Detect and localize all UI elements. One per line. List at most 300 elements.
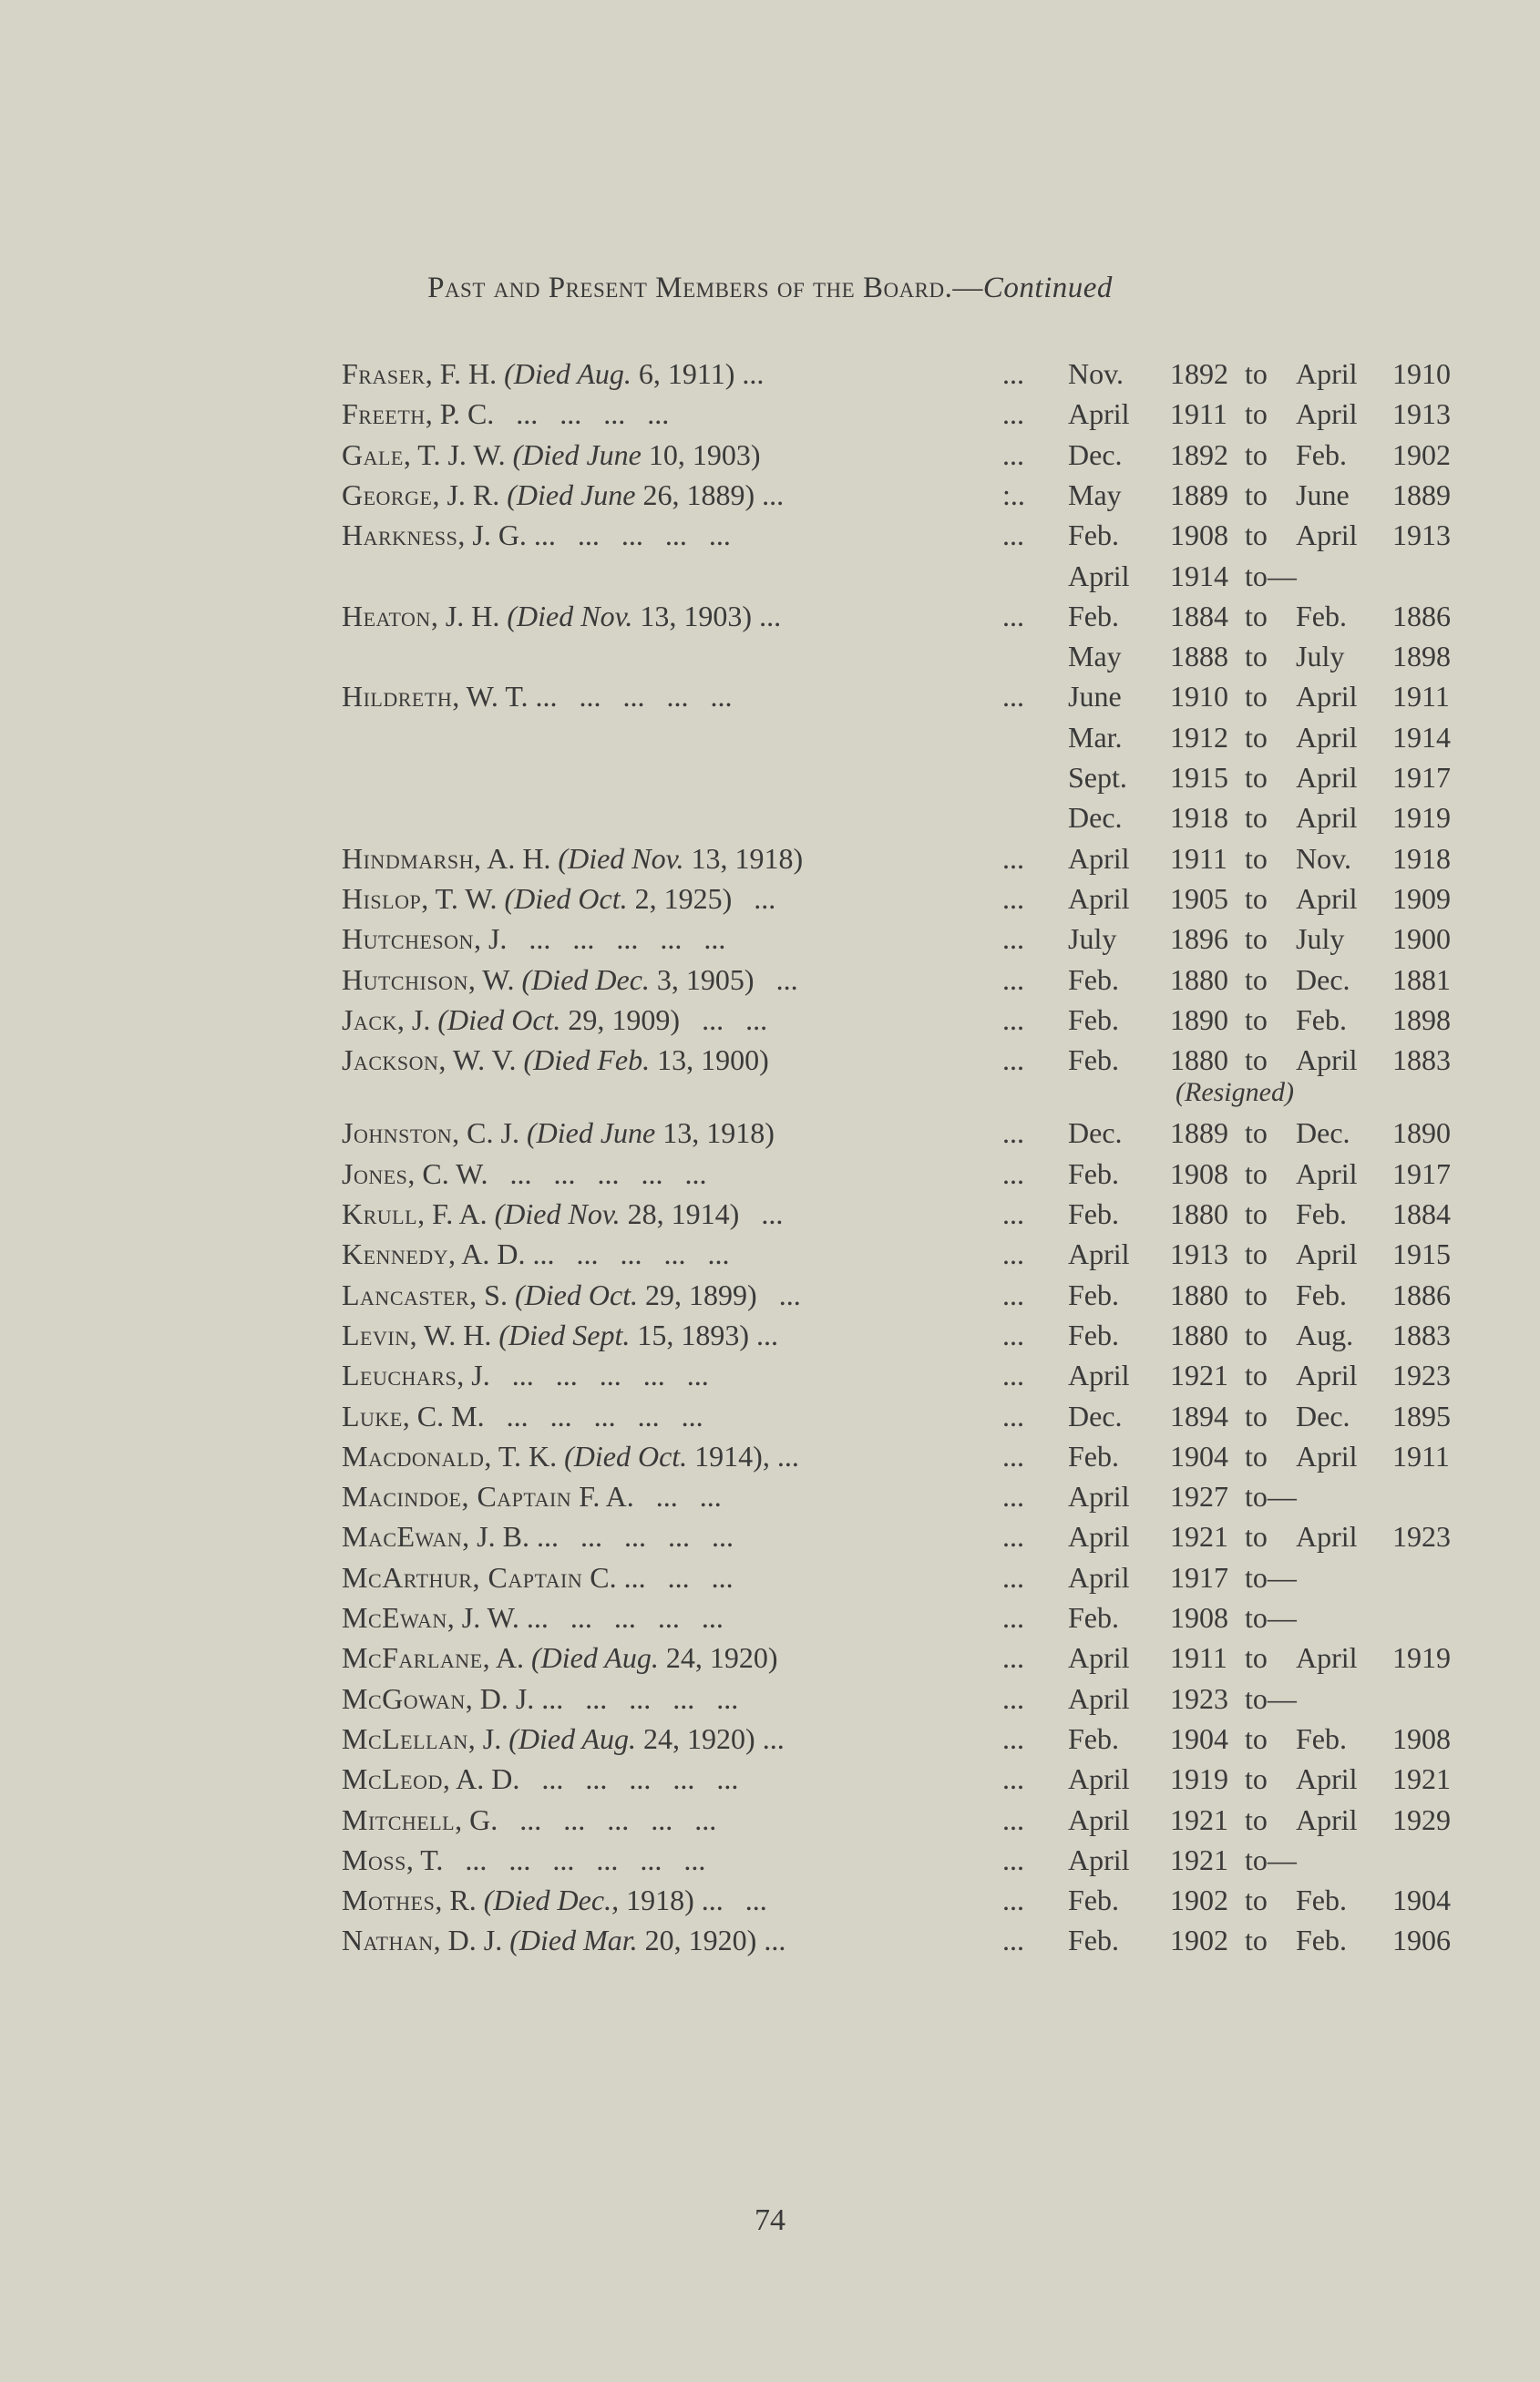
to-word: to: [1245, 518, 1268, 552]
member-name: [342, 1194, 783, 1234]
member-row: [0, 1557, 1540, 1597]
start-month: May: [1068, 477, 1122, 511]
dot-leader-end: ...: [1002, 599, 1024, 632]
member-name: [342, 1557, 734, 1597]
start-month: April: [1068, 559, 1130, 592]
end-year: 1923: [1392, 1359, 1451, 1392]
end-month: April: [1296, 1520, 1358, 1554]
dot-leader: ...: [732, 881, 776, 915]
to-word: to: [1245, 1359, 1268, 1392]
end-month: April: [1296, 720, 1358, 754]
member-surname: Hildreth: [342, 680, 453, 714]
to-word: to—: [1245, 559, 1297, 592]
member-died-note: (Died Nov. 13, 1918): [558, 841, 804, 875]
start-month: May: [1068, 640, 1122, 673]
to-word: to: [1245, 1802, 1268, 1836]
to-word: to: [1245, 720, 1268, 754]
start-year: 1912: [1170, 720, 1228, 754]
dot-leader: ... ... ... ... ... ...: [443, 1843, 706, 1876]
dot-leader: ...: [756, 1278, 801, 1311]
member-initials: , R.: [435, 1884, 484, 1917]
member-row: [0, 1194, 1540, 1234]
member-surname: Macindoe, Captain: [342, 1480, 572, 1514]
member-name: [342, 596, 781, 636]
end-year: 1889: [1392, 477, 1451, 511]
member-initials: , W. H.: [409, 1318, 499, 1351]
end-year: 1906: [1392, 1924, 1451, 1957]
end-year: 1923: [1392, 1520, 1451, 1554]
member-initials: , J. W.: [447, 1601, 519, 1634]
end-month: April: [1296, 397, 1358, 431]
end-month: Nov.: [1296, 841, 1352, 875]
end-year: 1908: [1392, 1721, 1451, 1755]
to-word: to—: [1245, 1480, 1297, 1514]
to-word: to: [1245, 1116, 1268, 1150]
dot-leader-end: ...: [1002, 1884, 1024, 1917]
member-died-note: (Died Aug. 24, 1920): [530, 1641, 778, 1675]
to-word: to: [1245, 1278, 1268, 1311]
end-year: 1890: [1392, 1116, 1451, 1150]
member-name: [342, 1759, 738, 1799]
member-name: [342, 1436, 799, 1476]
end-year: 1898: [1392, 640, 1451, 673]
member-row: [0, 394, 1540, 434]
member-row: [0, 1516, 1540, 1556]
member-surname: Leuchars: [342, 1359, 457, 1392]
member-surname: Krull: [342, 1197, 418, 1230]
member-row: [0, 878, 1540, 919]
end-year: 1911: [1392, 680, 1450, 714]
start-month: June: [1068, 680, 1122, 714]
dot-leader-end: ...: [1002, 1480, 1024, 1514]
member-surname: McLellan: [342, 1721, 468, 1755]
member-row: [0, 1000, 1540, 1040]
start-month: April: [1068, 397, 1130, 431]
member-row: [0, 838, 1540, 878]
start-year: 1910: [1170, 680, 1228, 714]
member-surname: McArthur, Captain: [342, 1560, 583, 1594]
to-word: to: [1245, 1924, 1268, 1957]
member-died-note: (Died Nov. 13, 1903): [507, 599, 753, 632]
dot-leader-end: :..: [1002, 477, 1025, 511]
to-word: to: [1245, 477, 1268, 511]
end-month: Feb.: [1296, 1002, 1347, 1036]
to-word: to: [1245, 640, 1268, 673]
member-row: [0, 757, 1540, 797]
start-month: April: [1068, 841, 1130, 875]
to-word: to: [1245, 881, 1268, 915]
dot-leader: ... ... ... ... ...: [507, 922, 726, 956]
start-month: April: [1068, 1762, 1130, 1796]
start-month: Feb.: [1068, 1884, 1119, 1917]
start-year: 1908: [1170, 1601, 1228, 1634]
end-year: 1919: [1392, 1641, 1451, 1675]
member-surname: Fraser: [342, 357, 426, 390]
member-surname: Hutcheson: [342, 922, 474, 956]
member-surname: George: [342, 477, 433, 511]
member-row: [0, 556, 1540, 596]
dot-leader: ...: [769, 1439, 799, 1473]
member-row: [0, 1840, 1540, 1880]
member-name: [342, 435, 761, 475]
end-month: April: [1296, 1802, 1358, 1836]
start-year: 1919: [1170, 1762, 1228, 1796]
member-initials: , J. R.: [432, 477, 508, 511]
member-surname: Moss: [342, 1843, 406, 1876]
member-row: [0, 1679, 1540, 1719]
heading-continued: Continued: [982, 272, 1113, 304]
resigned-note: (Resigned): [1176, 1077, 1294, 1108]
start-month: Dec.: [1068, 801, 1123, 835]
end-month: Aug.: [1296, 1318, 1354, 1351]
dot-leader-end: ...: [1002, 1641, 1024, 1675]
member-surname: McLeod: [342, 1762, 443, 1796]
start-month: Feb.: [1068, 1601, 1119, 1634]
end-year: 1915: [1392, 1237, 1451, 1271]
dot-leader-end: ...: [1002, 1197, 1024, 1230]
page-heading: [0, 272, 1540, 305]
member-initials: , D. J.: [433, 1924, 510, 1957]
dot-leader: ... ... ... ... ...: [488, 1156, 707, 1190]
start-year: 1880: [1170, 1043, 1228, 1077]
dot-leader-end: ...: [1002, 1924, 1024, 1957]
member-name: [342, 1476, 722, 1516]
dot-leader-end: ...: [1002, 397, 1024, 431]
to-word: to: [1245, 1439, 1268, 1473]
member-surname: Heaton: [342, 599, 431, 632]
member-row: [0, 1920, 1540, 1960]
dot-leader-end: ...: [1002, 881, 1024, 915]
start-year: 1918: [1170, 801, 1228, 835]
member-row: [0, 515, 1540, 555]
start-month: April: [1068, 1681, 1130, 1715]
member-name: [342, 1234, 730, 1274]
member-row: [0, 596, 1540, 636]
start-month: April: [1068, 1641, 1130, 1675]
end-year: 1914: [1392, 720, 1451, 754]
member-row: [0, 1154, 1540, 1194]
member-name: [342, 1154, 706, 1194]
start-year: 1894: [1170, 1399, 1228, 1432]
end-month: April: [1296, 1762, 1358, 1796]
to-word: to: [1245, 761, 1268, 794]
end-month: April: [1296, 680, 1358, 714]
member-died-note: (Died Feb. 13, 1900): [523, 1043, 769, 1077]
dot-leader: ... ...: [693, 1884, 767, 1917]
start-year: 1921: [1170, 1520, 1228, 1554]
start-year: 1915: [1170, 761, 1228, 794]
start-month: April: [1068, 1560, 1130, 1594]
member-row: [0, 636, 1540, 676]
member-row: [0, 1800, 1540, 1840]
dot-leader: ... ... ... ... ...: [529, 1520, 734, 1554]
member-surname: Jackson: [342, 1043, 439, 1077]
to-word: to: [1245, 1762, 1268, 1796]
dot-leader-end: ...: [1002, 1116, 1024, 1150]
start-month: Dec.: [1068, 1116, 1123, 1150]
end-month: Feb.: [1296, 1278, 1347, 1311]
member-died-note: (Died Aug. 24, 1920): [508, 1721, 755, 1755]
to-word: to: [1245, 357, 1268, 390]
member-initials: , J. H.: [430, 599, 508, 632]
dot-leader: ... ... ... ... ...: [498, 1802, 717, 1836]
member-name: [342, 838, 803, 878]
member-row: [0, 1275, 1540, 1315]
member-name: [342, 919, 725, 959]
start-year: 1911: [1170, 1641, 1227, 1675]
start-month: Feb.: [1068, 1924, 1119, 1957]
to-word: to—: [1245, 1560, 1297, 1594]
dot-leader: ...: [734, 357, 765, 390]
start-year: 1921: [1170, 1802, 1228, 1836]
to-word: to: [1245, 922, 1268, 956]
member-surname: Hindmarsh: [342, 841, 474, 875]
to-word: to: [1245, 1520, 1268, 1554]
to-word: to: [1245, 1399, 1268, 1432]
member-surname: McEwan: [342, 1601, 447, 1634]
dot-leader: ... ... ... ...: [494, 397, 670, 431]
start-year: 1904: [1170, 1439, 1228, 1473]
member-name: [342, 1840, 705, 1880]
to-word: to: [1245, 801, 1268, 835]
start-year: 1888: [1170, 640, 1228, 673]
member-name: [342, 1516, 734, 1556]
start-month: Feb.: [1068, 1043, 1119, 1077]
member-initials: , T. K.: [484, 1439, 565, 1473]
member-surname: Hislop: [342, 881, 422, 915]
member-row: [0, 1759, 1540, 1799]
member-initials: , A. D.: [448, 1237, 526, 1271]
member-surname: McFarlane: [342, 1641, 483, 1675]
member-name: [342, 1275, 801, 1315]
member-died-note: (Died June 13, 1918): [526, 1116, 775, 1150]
member-initials: F. A.: [571, 1480, 634, 1514]
member-row: [0, 676, 1540, 716]
end-month: April: [1296, 1043, 1358, 1077]
end-year: 1884: [1392, 1197, 1451, 1230]
member-row: [0, 919, 1540, 959]
dot-leader: ... ... ... ... ...: [534, 1681, 739, 1715]
member-surname: Jack: [342, 1002, 397, 1036]
member-row: [0, 475, 1540, 515]
end-month: Feb.: [1296, 1721, 1347, 1755]
member-died-note: (Died Aug. 6, 1911): [504, 357, 735, 390]
to-word: to: [1245, 1156, 1268, 1190]
member-died-note: (Died Oct. 2, 1925): [504, 881, 733, 915]
start-year: 1892: [1170, 437, 1228, 471]
end-year: 1917: [1392, 761, 1451, 794]
start-year: 1913: [1170, 1237, 1228, 1271]
member-row: [0, 1476, 1540, 1516]
dot-leader-end: ...: [1002, 1318, 1024, 1351]
to-word: to: [1245, 680, 1268, 714]
dot-leader-end: ...: [1002, 1002, 1024, 1036]
to-word: to: [1245, 397, 1268, 431]
member-died-note: (Died Oct. 29, 1909): [437, 1002, 681, 1036]
dot-leader: ... ... ... ... ...: [526, 518, 731, 552]
dot-leader-end: ...: [1002, 1601, 1024, 1634]
member-surname: Macdonald: [342, 1439, 485, 1473]
end-month: Feb.: [1296, 1197, 1347, 1230]
member-name: [342, 1000, 767, 1040]
start-month: April: [1068, 881, 1130, 915]
to-word: to: [1245, 1237, 1268, 1271]
member-initials: , F. H.: [425, 357, 505, 390]
end-month: July: [1296, 640, 1345, 673]
dot-leader-end: ...: [1002, 1278, 1024, 1311]
end-year: 1900: [1392, 922, 1451, 956]
end-year: 1913: [1392, 397, 1451, 431]
end-year: 1886: [1392, 599, 1451, 632]
end-month: July: [1296, 922, 1345, 956]
member-name: [342, 1315, 778, 1355]
member-row: [0, 1396, 1540, 1436]
to-word: to: [1245, 1318, 1268, 1351]
end-year: 1913: [1392, 518, 1451, 552]
end-year: 1881: [1392, 962, 1451, 996]
member-surname: Nathan: [342, 1924, 434, 1957]
member-surname: Lancaster: [342, 1278, 470, 1311]
member-initials: , S.: [469, 1278, 515, 1311]
start-month: July: [1068, 922, 1117, 956]
member-name: [342, 1880, 767, 1920]
dot-leader-end: ...: [1002, 1802, 1024, 1836]
dot-leader-end: ...: [1002, 1843, 1024, 1876]
member-surname: Mitchell: [342, 1802, 456, 1836]
member-surname: Johnston: [342, 1116, 453, 1150]
member-name: [342, 1355, 709, 1395]
member-initials: , J. B.: [462, 1520, 529, 1554]
start-year: 1902: [1170, 1924, 1228, 1957]
member-name: [342, 1719, 785, 1759]
end-year: 1898: [1392, 1002, 1451, 1036]
start-year: 1880: [1170, 1197, 1228, 1230]
end-month: Dec.: [1296, 1399, 1350, 1432]
member-died-note: (Died Oct. 1914),: [564, 1439, 770, 1473]
end-year: 1929: [1392, 1802, 1451, 1836]
end-month: April: [1296, 518, 1358, 552]
start-year: 1892: [1170, 357, 1228, 390]
member-name: [342, 1396, 703, 1436]
member-name: [342, 1920, 785, 1960]
member-row: [0, 1880, 1540, 1920]
start-month: Nov.: [1068, 357, 1124, 390]
member-name: [342, 475, 784, 515]
start-month: Mar.: [1068, 720, 1123, 754]
dot-leader-end: ...: [1002, 922, 1024, 956]
member-name: [342, 960, 798, 1000]
start-year: 1880: [1170, 1278, 1228, 1311]
member-name: [342, 394, 669, 434]
member-surname: Levin: [342, 1318, 410, 1351]
start-year: 1923: [1170, 1681, 1228, 1715]
end-year: 1883: [1392, 1318, 1451, 1351]
to-word: to: [1245, 1721, 1268, 1755]
member-surname: Jones: [342, 1156, 408, 1190]
member-died-note: (Died Sept. 15, 1893): [498, 1318, 749, 1351]
page-number: 74: [755, 2203, 785, 2237]
member-initials: , G.: [455, 1802, 498, 1836]
member-initials: , T. J. W.: [403, 437, 513, 471]
end-month: Feb.: [1296, 1924, 1347, 1957]
to-word: to: [1245, 841, 1268, 875]
to-word: to: [1245, 437, 1268, 471]
end-year: 1904: [1392, 1884, 1451, 1917]
dot-leader-end: ...: [1002, 1762, 1024, 1796]
to-word: to—: [1245, 1681, 1297, 1715]
member-initials: , C. J.: [452, 1116, 527, 1150]
member-initials: , J. G.: [457, 518, 527, 552]
dot-leader-end: ...: [1002, 437, 1024, 471]
member-surname: Gale: [342, 437, 404, 471]
start-year: 1908: [1170, 1156, 1228, 1190]
dot-leader-end: ...: [1002, 680, 1024, 714]
member-initials: , J.: [457, 1359, 490, 1392]
dot-leader-end: ...: [1002, 841, 1024, 875]
start-year: 1905: [1170, 881, 1228, 915]
start-year: 1896: [1170, 922, 1228, 956]
dot-leader-end: ...: [1002, 1237, 1024, 1271]
end-year: 1921: [1392, 1762, 1451, 1796]
heading-dash: —: [952, 272, 983, 304]
start-year: 1927: [1170, 1480, 1228, 1514]
member-died-note: (Died Dec. 3, 1905): [521, 962, 755, 996]
member-row: [0, 1355, 1540, 1395]
member-initials: , P. C.: [425, 397, 495, 431]
member-died-note: (Died Mar. 20, 1920): [509, 1924, 757, 1957]
to-word: to: [1245, 962, 1268, 996]
dot-leader-end: ...: [1002, 1681, 1024, 1715]
start-month: April: [1068, 1359, 1130, 1392]
member-initials: , A. H.: [473, 841, 559, 875]
member-initials: , T.: [406, 1843, 444, 1876]
end-month: April: [1296, 1641, 1358, 1675]
start-year: 1889: [1170, 477, 1228, 511]
start-year: 1908: [1170, 518, 1228, 552]
member-row: [0, 1638, 1540, 1678]
member-initials: , W. T.: [452, 680, 529, 714]
start-month: April: [1068, 1237, 1130, 1271]
member-row: [0, 1436, 1540, 1476]
end-year: 1909: [1392, 881, 1451, 915]
start-year: 1917: [1170, 1560, 1228, 1594]
end-year: 1895: [1392, 1399, 1451, 1432]
dot-leader-end: ...: [1002, 1721, 1024, 1755]
dot-leader-end: ...: [1002, 357, 1024, 390]
member-row: [0, 717, 1540, 757]
dot-leader: ...: [739, 1197, 784, 1230]
to-word: to: [1245, 1002, 1268, 1036]
end-year: 1911: [1392, 1439, 1450, 1473]
start-year: 1911: [1170, 841, 1227, 875]
end-year: 1883: [1392, 1043, 1451, 1077]
member-initials: , W. V.: [438, 1043, 524, 1077]
member-surname: Kennedy: [342, 1237, 449, 1271]
member-died-note: (Died Dec., 1918): [483, 1884, 694, 1917]
end-month: April: [1296, 1359, 1358, 1392]
start-month: Feb.: [1068, 1197, 1119, 1230]
dot-leader: ...: [754, 962, 798, 996]
member-initials: , C. M.: [402, 1399, 485, 1432]
start-year: 1880: [1170, 962, 1228, 996]
member-died-note: (Died Oct. 29, 1899): [514, 1278, 757, 1311]
end-year: 1919: [1392, 801, 1451, 835]
end-month: April: [1296, 1237, 1358, 1271]
heading-title: Past and Present Members of the Board.: [427, 272, 953, 304]
member-initials: , D. J.: [465, 1681, 535, 1715]
end-month: April: [1296, 761, 1358, 794]
start-month: Feb.: [1068, 1439, 1119, 1473]
